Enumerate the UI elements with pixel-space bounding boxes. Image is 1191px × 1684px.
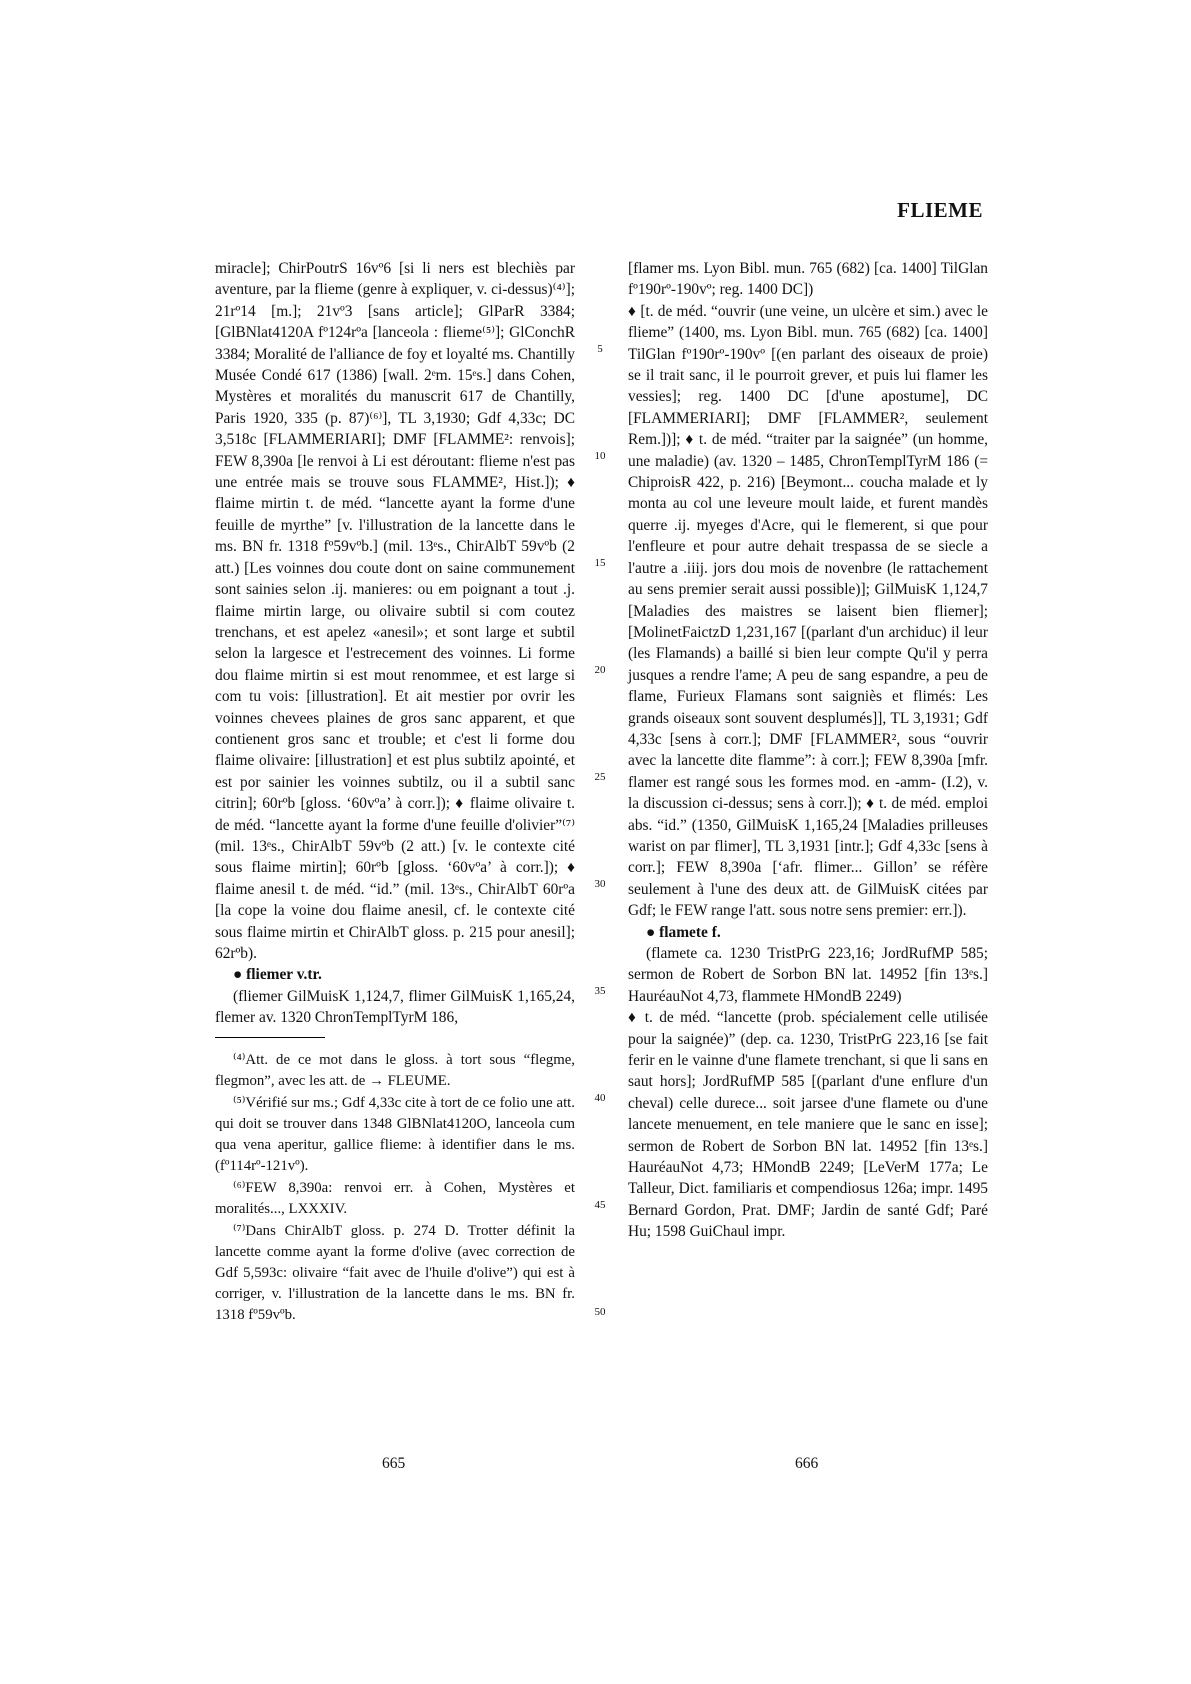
right-paragraph-5: ♦ t. de méd. “lancette (prob. spécialement celle utilisée pour la saignée)” (dep. ca. 1230, TristPrG 223,16 [se fait ferir en le vainne d'une flamete trenchant, si que li sans en saut hors]; JordRufMP 585 [(parlant d'une enflure d'un cheval) celle durece... soit jarsee d'une flamete ou d'une lancete menuement, en tele maniere que le sanc en isse]; sermon de Robert de Sorbon BN lat. 14952 [fin 13ᵉs.] HauréauNot 4,73; HMondB 2249; [LeVerM 177a; Le Talleur, Dict. familiaris et compendiosus 126a; impr. 1495 Bernard Gordon, Prat. DMF; Jardin de santé Gdf; Paré Hu; 1598 GuiChaul impr. — [628, 1009, 988, 1241]
footnotes — [215, 1050, 575, 1326]
left-paragraph-3: (fliemer GilMuisK 1,124,7, flimer GilMuisK 1,165,24, flemer av. 1320 ChronTemplTyrM 186, — [215, 987, 575, 1027]
line-number: 35 — [594, 985, 606, 997]
line-number: 40 — [594, 1092, 606, 1104]
right-paragraph-2: ♦ [t. de méd. “ouvrir (une veine, un ulcère et sim.) avec le flieme” (1400, ms. Lyon Bibl. mun. 765 (682) [ca. 1400] TilGlan fº190rº-190vº [(en parlant des oiseaux de proie) se il trait sanc, il le pourroit grever, et puis lui flamer les vessies]; reg. 1400 DC [d'une apostume], DC [FLAMMERIARI]; DMF [FLAMMER², seulement Rem.])]; ♦ t. de méd. “traiter par la saignée” (un homme, une maladie) (av. 1320 – 1485, ChronTemplTyrM 186 (= ChiproisR 422, p. 216) [Beymont... coucha malade et ly monta au col une leveure moult laide, et furent mandès querre .ij. myeges d'Acre, qui le flemerent, si que pour l'enfleure et pour autre dehait trespassa de se siecle a l'autre a .iiij. jors dou mois de novenbre (le rattachement au sens premier serait aussi possible)]; GilMuisK 1,124,7 [Maladies des maistres se laisent bien fliemer]; [MolinetFaictzD 1,231,167 [(parlant d'un archiduc) il leur (les Flamands) a baillé si bien leur compte Qu'il y perra jusques a rendre l'ame; A peu de sang espandre, a peu de flame, Furieux Flamans sont saigniès et flimés: Les grands oiseaux sont souvent desplumés]], TL 3,1931; Gdf 4,33c [sens à corr.]; DMF [FLAMMER², sous “ouvrir avec la lancette dite flamme”: à corr.]; FEW 8,390a [mfr. flamer est rangé sous les formes mod. en -amm- (I.2), v. la discussion ci-dessus; sens à corr.]); ♦ t. de méd. emploi abs. “id.” (1350, GilMuisK 1,165,24 [Maladies prilleuses warist on par flimer], TL 3,1931 [intr.]; Gdf 4,33c [sens à corr.]; FEW 8,390a [‘afr. flimer... Gillon’ se réfère seulement à l'une des deux att. de GilMuisK citées par Gdf; le FEW range l'att. sous notre sens premier: err.]). — [628, 302, 988, 920]
footnote-rule — [215, 1037, 325, 1038]
right-column — [628, 258, 988, 1243]
running-title: FLIEME — [897, 198, 983, 222]
left-entry-heading: ● fliemer v.tr. — [233, 966, 322, 984]
left-paragraph-1: miracle]; ChirPoutrS 16vº6 [si li ners est blechiès par aventure, par la flieme (genre à expliquer, v. ci-dessus)⁽⁴⁾]; 21rº14 [m.]; 21vº3 [sans article]; GlParR 3384; [GlBNlat4120A fº124rºa [lanceola : flieme⁽⁵⁾]; GlConchR 3384; Moralité de l'alliance de foy et loyalté ms. Chantilly Musée Condé 617 (1386) [wall. 2ᵉm. 15ᵉs.] dans Cohen, Mystères et moralités du manuscrit 617 de Chantilly, Paris 1920, 335 (p. 87)⁽⁶⁾], TL 3,1930; Gdf 4,33c; DC 3,518c [FLAMMERIARI]; DMF [FLAMME²: renvois]; FEW 8,390a [le renvoi à Li est déroutant: flieme n'est pas une entrée mais se trouve sous FLAMME², Hist.]); ♦ flaime mirtin t. de méd. “lancette ayant la forme d'une feuille de myrthe” [v. l'illustration de la lancette dans le ms. BN fr. 1318 fº59vºb.] (mil. 13ᵉs., ChirAlbT 59vºb (2 att.) [Les voinnes dou coute dont on saine communement sont sainies selon .ij. manieres: ou em poignant a tout .j. flaime mirtin large, ou olivaire subtil si com coutez trenchans, et est apelez «anesil»; et sont large et subtil selon la largesce et l'estrecement des voinnes. Li forme dou flaime mirtin si est mout renommee, et est large si com tu vois: [illustration]. Et ait mestier por ovrir les voinnes chevees plaines de gros sanc apparent, et que contienent gros sanc et trouble; et c'est li forme dou flaime olivaire: [illustration] et est plus subtilz apointé, et est por sainier les voinnes subtilz, ou il a subtil sanc citrin]; 60rºb [gloss. ‘60vºa’ à corr.]); ♦ flaime olivaire t. de méd. “lancette ayant la forme d'une feuille d'olivier”⁽⁷⁾ (mil. 13ᵉs., ChirAlbT 59vºb (2 att.) [v. le contexte cité sous flaime mirtin]; 60rºb [gloss. ‘60vºa’ à corr.]); ♦ flaime anesil t. de méd. “id.” (mil. 13ᵉs., ChirAlbT 60rºa [la cope la voine dou flaime anesil, cf. le contexte cité sous flaime mirtin et ChirAlbT gloss. p. 215 pour anesil]; 62rºb). — [215, 260, 575, 962]
page-number-right: 666 — [795, 1455, 819, 1472]
line-number: 25 — [594, 771, 606, 783]
footnote-4: ⁽⁴⁾Att. de ce mot dans le gloss. à tort sous “flegme, flegmon”, avec les att. de → FLEUME. — [215, 1051, 575, 1089]
right-entry-heading: ● flamete f. — [646, 923, 721, 941]
line-number: 5 — [597, 343, 603, 355]
line-number: 10 — [594, 450, 606, 462]
line-number: 20 — [594, 664, 606, 676]
page-number-left: 665 — [382, 1455, 406, 1472]
footnote-6: ⁽⁶⁾FEW 8,390a: renvoi err. à Cohen, Mystères et moralités..., LXXXIV. — [215, 1179, 575, 1217]
left-column — [215, 258, 575, 1327]
footnote-7: ⁽⁷⁾Dans ChirAlbT gloss. p. 274 D. Trotter définit la lancette comme ayant la forme d'olive (avec correction de Gdf 5,593c: olivaire “fait avec de l'huile d'olive”) qui est à corriger, v. l'illustration de la lancette dans le ms. BN fr. 1318 fº59vºb. — [215, 1222, 575, 1323]
right-paragraph-1: [flamer ms. Lyon Bibl. mun. 765 (682) [ca. 1400] TilGlan fº190rº-190vº; reg. 1400 DC]) — [628, 260, 988, 299]
line-number: 45 — [594, 1199, 606, 1211]
line-number: 50 — [594, 1306, 606, 1318]
right-paragraph-4: (flamete ca. 1230 TristPrG 223,16; JordRufMP 585; sermon de Robert de Sorbon BN lat. 14952 [fin 13ᵉs.] HauréauNot 4,73, flammete HMondB 2249) — [628, 945, 988, 1005]
line-number: 30 — [594, 878, 606, 890]
footnote-5: ⁽⁵⁾Vérifié sur ms.; Gdf 4,33c cite à tort de ce folio une att. qui doit se trouver dans 1348 GlBNlat4120O, lanceola cum qua vena aperitur, gallice flieme: à identifier dans le ms. (fº114rº-121vº). — [215, 1094, 575, 1174]
line-number: 15 — [594, 557, 606, 569]
